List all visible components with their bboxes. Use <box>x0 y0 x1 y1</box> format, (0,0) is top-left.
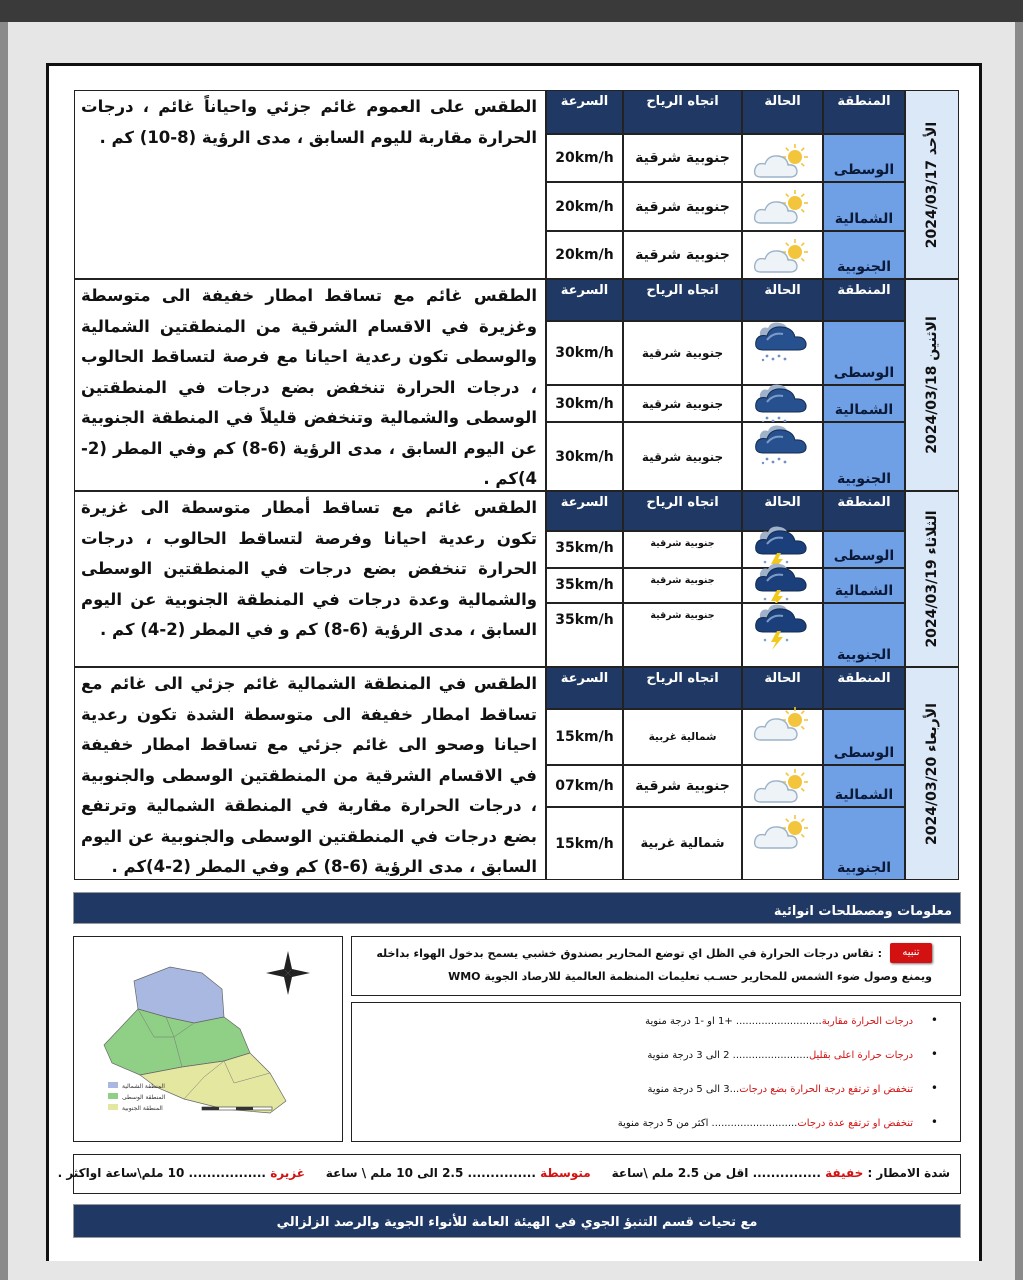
region-label: الجنوبية <box>836 259 892 275</box>
header-status <box>742 667 823 709</box>
term-value: ...3 الى 5 درجة منوية <box>647 1084 740 1095</box>
wind-speed-cell <box>546 231 623 279</box>
term-name: تنخفض او ترتفع درجة الحرارة بضع درجات <box>739 1084 914 1095</box>
wind-speed-label: 20km/h <box>555 247 614 263</box>
date-label: 2024/03/20 الأربعاء <box>924 702 940 845</box>
wind-speed-label: 35km/h <box>555 540 614 556</box>
forecast-description <box>74 279 546 491</box>
region-cell <box>823 321 905 385</box>
description-text: الطقس غائم مع تساقط امطار خفيفة الى متوسطة وغزيرة في الاقسام الشرقية من المنطقتين الشمالية والوسطى تكون رعدية احيانا مع فرصة لتساقط الحالوب ، درجات الحرارة تنخفض بضع درجات في المنطقتين الوسطى والشمالية وتنخفض قليلاً في المنطقة الجنوبية عن اليوم السابق ، مدى الرؤية (6-8) كم وفي المطر (2-4)كم . <box>81 286 537 488</box>
rain-moderate-term: متوسطة <box>540 1166 591 1180</box>
partly-cloudy-icon <box>751 706 811 752</box>
wind-speed-cell <box>546 134 623 182</box>
wind-speed-cell <box>546 422 623 491</box>
region-map-box <box>73 936 343 1142</box>
weather-status-cell <box>742 231 823 279</box>
header-region-label: المنطقة <box>837 671 891 686</box>
bullet-icon: • <box>927 1047 938 1061</box>
map-legend <box>108 1082 166 1112</box>
wind-direction-cell <box>623 568 742 603</box>
info-title-bar <box>73 892 961 924</box>
region-cell <box>823 385 905 422</box>
region-label: الوسطى <box>833 162 895 178</box>
wind-speed-label: 35km/h <box>555 612 614 628</box>
wind-speed-cell <box>546 568 623 603</box>
terms-box <box>351 1002 961 1142</box>
legend-south-label: المنطقة الجنوبية <box>122 1105 163 1112</box>
region-label: الجنوبية <box>836 471 892 487</box>
region-cell <box>823 182 905 231</box>
date-cell <box>905 90 959 279</box>
weather-status-cell <box>742 807 823 880</box>
rain-cloud-icon <box>751 318 813 374</box>
forecast-description <box>74 667 546 880</box>
region-cell <box>823 134 905 182</box>
region-cell <box>823 765 905 807</box>
wind-speed-label: 20km/h <box>555 198 614 215</box>
header-speed-label: السرعة <box>560 671 609 686</box>
header-wind-direction <box>623 667 742 709</box>
notice-line-1: : تقاس درجات الحرارة في الظل اي توضع المحارير بصندوق خشبي يسمح بدخول الهواء بداخله <box>376 947 882 960</box>
header-speed-label: السرعة <box>560 283 609 298</box>
wind-direction-label: جنوبية شرقية <box>650 610 715 621</box>
wind-speed-cell <box>546 709 623 765</box>
wind-speed-label: 35km/h <box>555 577 614 593</box>
footer-bar <box>73 1204 961 1238</box>
header-status <box>742 90 823 134</box>
term-value: ........................... +1 او -1 درجة منوية <box>645 1016 822 1027</box>
wind-direction-label: شمالية غربية <box>640 836 725 851</box>
compass-icon <box>266 951 310 995</box>
wind-direction-label: جنوبية شرقية <box>641 449 724 464</box>
wind-direction-label: جنوبية شرقية <box>635 778 730 794</box>
header-wind-direction <box>623 90 742 134</box>
weather-status-cell <box>742 709 823 765</box>
wind-speed-label: 30km/h <box>555 345 614 361</box>
wind-direction-label: جنوبية شرقية <box>635 247 730 263</box>
info-title: معلومات ومصطلحات انوائية <box>773 904 952 919</box>
description-text: الطقس على العموم غائم جزئي واحياناً غائم ، درجات الحرارة مقاربة لليوم السابق ، مدى الرؤية (8-10) كم . <box>81 97 537 147</box>
term-value: ........................... اكثر من 5 درجة منوية <box>617 1118 798 1129</box>
weather-status-cell <box>742 422 823 491</box>
wind-speed-cell <box>546 807 623 880</box>
description-text: الطقس غائم مع تساقط أمطار متوسطة الى غزيرة تكون رعدية احيانا وفرصة لتساقط الحالوب ، درجات الحرارة تنخفض بضع درجات في المنطقتين الوسطى والشمالية وعدة درجات في المنطقة الجنوبية عن اليوم السابق ، مدى الرؤية (6-8) كم و في المطر (2-4) كم . <box>81 498 537 639</box>
region-label: الوسطى <box>833 745 895 761</box>
notice-box <box>351 936 961 996</box>
term-item <box>647 1047 938 1061</box>
notice-line-2: ويمنع وصول ضوء الشمس للمحارير حسـب تعليمات المنظمة العالمية للارصاد الجوية WMO <box>448 970 932 983</box>
region-cell <box>823 603 905 667</box>
wind-speed-label: 20km/h <box>555 150 614 166</box>
wind-speed-cell <box>546 603 623 667</box>
header-speed <box>546 279 623 321</box>
term-value: ........................ 2 الى 3 درجة منوية <box>647 1050 809 1061</box>
term-name: درجات الحرارة مقاربة <box>821 1016 914 1027</box>
header-status-label: الحالة <box>764 283 801 298</box>
wind-direction-label: جنوبية شرقية <box>635 150 730 166</box>
rain-cloud-icon <box>751 421 813 477</box>
rain-light-value: ............... اقل من 2.5 ملم \ساعة <box>611 1166 821 1180</box>
wind-direction-label: شمالية غربية <box>648 731 717 743</box>
wind-direction-label: جنوبية شرقية <box>650 575 715 586</box>
region-label: الشمالية <box>834 402 894 418</box>
region-label: الشمالية <box>834 787 894 803</box>
date-cell <box>905 667 959 880</box>
date-label: 2024/03/19 الثلاثاء <box>924 510 940 648</box>
rain-intensity-box <box>57 1154 961 1194</box>
header-wind-direction-label: اتجاه الرياح <box>646 94 719 109</box>
weather-status-cell <box>742 568 823 603</box>
region-label: الشمالية <box>834 211 894 227</box>
header-speed <box>546 491 623 531</box>
bullet-icon: • <box>927 1081 938 1095</box>
header-wind-direction <box>623 491 742 531</box>
date-cell <box>905 491 959 667</box>
header-wind-direction <box>623 279 742 321</box>
notice-badge-label: تنبيه <box>902 947 920 958</box>
rain-label: شدة الامطار : <box>867 1166 950 1180</box>
weather-status-cell <box>742 134 823 182</box>
wind-speed-label: 15km/h <box>555 729 614 745</box>
wind-speed-label: 30km/h <box>555 448 614 465</box>
wind-speed-cell <box>546 385 623 422</box>
region-cell <box>823 568 905 603</box>
header-region <box>823 90 905 134</box>
header-region <box>823 667 905 709</box>
wind-direction-cell <box>623 807 742 880</box>
wind-speed-label: 15km/h <box>555 835 614 852</box>
wind-direction-label: جنوبية شرقية <box>635 198 730 215</box>
term-name: درجات حرارة اعلى بقليل <box>808 1050 914 1061</box>
region-cell <box>823 531 905 568</box>
wind-direction-cell <box>623 422 742 491</box>
header-region <box>823 491 905 531</box>
wind-speed-label: 07km/h <box>555 778 614 794</box>
wind-direction-label: جنوبية شرقية <box>650 538 715 549</box>
region-label: الشمالية <box>834 583 894 599</box>
header-speed <box>546 90 623 134</box>
date-label: 2024/03/18 الاثنين <box>924 316 940 454</box>
header-status <box>742 279 823 321</box>
term-name: تنخفض او ترتفع عدة درجات <box>797 1118 914 1129</box>
wind-direction-cell <box>623 603 742 667</box>
rain-heavy-value: ................. 10 ملم\ساعة اواكثر . <box>57 1166 266 1180</box>
term-item <box>618 1115 938 1129</box>
forecast-description <box>74 491 546 667</box>
header-speed-label: السرعة <box>560 94 609 109</box>
header-wind-direction-label: اتجاه الرياح <box>646 495 719 510</box>
region-cell <box>823 231 905 279</box>
partly-cloudy-icon <box>751 238 811 284</box>
header-region-label: المنطقة <box>837 495 891 510</box>
top-bar <box>0 0 1023 22</box>
weather-status-cell <box>742 765 823 807</box>
region-label: الوسطى <box>833 365 895 381</box>
wind-direction-cell <box>623 231 742 279</box>
region-cell <box>823 807 905 880</box>
wind-direction-cell <box>623 321 742 385</box>
rain-moderate-value: ............... 2.5 الى 10 ملم \ ساعة <box>325 1166 536 1180</box>
rain-light-term: خفيفة <box>825 1166 864 1180</box>
forecast-description <box>74 90 546 279</box>
thunderstorm-icon <box>751 600 813 656</box>
header-wind-direction-label: اتجاه الرياح <box>646 671 719 686</box>
weather-status-cell <box>742 385 823 422</box>
forecast-document <box>46 63 982 1261</box>
header-region-label: المنطقة <box>837 94 891 109</box>
wind-direction-cell <box>623 134 742 182</box>
header-wind-direction-label: اتجاه الرياح <box>646 283 719 298</box>
header-speed <box>546 667 623 709</box>
region-label: الوسطى <box>833 548 895 564</box>
wind-speed-cell <box>546 531 623 568</box>
footer-text: مع تحيات قسم التنبؤ الجوي في الهيئة العامة للأنواء الجوية والرصد الزلزالي <box>276 1215 758 1230</box>
wind-direction-label: جنوبية شرقية <box>641 396 724 411</box>
rain-heavy-term: غزيرة <box>270 1166 305 1180</box>
region-label: الجنوبية <box>836 647 892 663</box>
wind-direction-cell <box>623 531 742 568</box>
header-speed-label: السرعة <box>560 495 609 510</box>
date-cell <box>905 279 959 491</box>
map-scale-bar <box>202 1107 272 1110</box>
header-region-label: المنطقة <box>837 283 891 298</box>
wind-direction-cell <box>623 765 742 807</box>
wind-speed-cell <box>546 765 623 807</box>
date-label: 2024/03/17 الأحد <box>924 121 940 248</box>
wind-speed-label: 30km/h <box>555 395 614 412</box>
term-item <box>645 1013 938 1027</box>
wind-direction-cell <box>623 385 742 422</box>
wind-speed-cell <box>546 321 623 385</box>
header-status-label: الحالة <box>764 495 801 510</box>
iraq-regions-map <box>74 937 340 1139</box>
region-label: الجنوبية <box>836 860 892 876</box>
header-status-label: الحالة <box>764 94 801 109</box>
wind-direction-cell <box>623 182 742 231</box>
wind-direction-label: جنوبية شرقية <box>641 346 724 360</box>
bullet-icon: • <box>927 1115 938 1129</box>
legend-central-label: المنطقة الوسطى <box>122 1094 166 1101</box>
description-text: الطقس في المنطقة الشمالية غائم جزئي الى غائم مع تساقط امطار خفيفة الى متوسطة الشدة تكون رعدية احيانا وصحو الى غائم جزئي مع تساقط امطار خفيفة في الاقسام الشرقية من المنطقتين الوسطى والجنوبية ، درجات الحرارة مقاربة في المنطقة الشمالية وترتفع بضع درجات في المنطقتين الوسطى والجنوبية عن اليوم السابق ، مدى الرؤية (6-8) كم وفي المطر (2-4)كم . <box>81 674 537 876</box>
weather-status-cell <box>742 603 823 667</box>
wind-direction-cell <box>623 709 742 765</box>
legend-north-label: المنطقة الشمالية <box>122 1083 165 1090</box>
region-cell <box>823 709 905 765</box>
header-region <box>823 279 905 321</box>
weather-status-cell <box>742 321 823 385</box>
header-status-label: الحالة <box>764 671 801 686</box>
partly-cloudy-icon <box>751 189 811 235</box>
wind-speed-cell <box>546 182 623 231</box>
term-item <box>648 1081 939 1095</box>
weather-status-cell <box>742 182 823 231</box>
notice-badge <box>890 943 932 963</box>
region-cell <box>823 422 905 491</box>
partly-cloudy-icon <box>751 814 811 860</box>
bullet-icon: • <box>927 1013 938 1027</box>
